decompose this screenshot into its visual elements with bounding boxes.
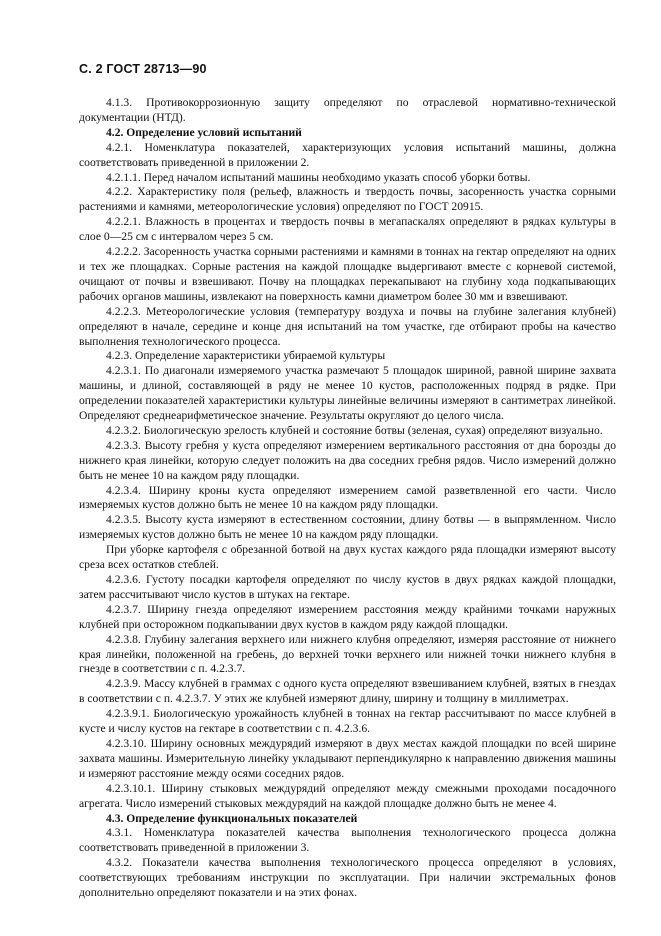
paragraph-4-2-2-2: 4.2.2.2. Засоренность участка сорными растениями и камнями в тоннах на гектар определяют на одних и тех же площадках. Сорные растения на каждой площадке выдергивают вместе с корневой системой, очищают от почвы и взвешивают. Почву на площадках перекапывают на глубину хода подкапывающих рабочих органов машины, извлекают на поверхность камни диаметром более 30 мм и взвешивают.: [79, 245, 616, 303]
paragraph-4-2-3-2: 4.2.3.2. Биологическую зрелость клубней и состояние ботвы (зеленая, сухая) определяют визуально.: [106, 423, 603, 437]
paragraph-4-2-3-6: 4.2.3.6. Густоту посадки картофеля определяют по числу кустов в двух рядках каждой площадки, затем рассчитывают число кустов в штуках на гектаре.: [79, 573, 616, 601]
paragraph-4-2-3-10-1: 4.2.3.10.1. Ширину стыковых междурядий определяют между смежными проходами посадочного агрегата. Число измерений стыковых междурядий на каждой площадке должно быть не менее 4.: [79, 781, 616, 810]
paragraph-4-2-3: 4.2.3. Определение характеристики убираемой культуры: [106, 349, 386, 363]
paragraph-4-2-2: 4.2.2. Характеристику поля (рельеф, влажность и твердость почвы, засоренность участка сорными растениями и камнями, метеорологические условия) определяют по ГОСТ 20915.: [79, 185, 616, 214]
paragraph-4-2-2-1: 4.2.2.1. Влажность в процентах и твердость почвы в мегапаскалях определяют в рядках культуры в слое 0—25 см с интервалом через 5 см.: [79, 215, 616, 244]
page-header: С. 2 ГОСТ 28713—90: [79, 62, 207, 76]
paragraph-4-2-3-5-note: При уборке картофеля с обрезанной ботвой на двух кустах каждого ряда площадки измеряют высоту среза всех остатков стеблей.: [79, 543, 616, 572]
paragraph-4-2-3-5: 4.2.3.5. Высоту куста измеряют в естественном состоянии, длину ботвы — в выпрямленном. Число измеряемых кустов должно быть не менее 10 на каждом ряду площадки.: [79, 513, 616, 542]
paragraph-4-2-1: 4.2.1. Номенклатура показателей, характеризующих условия испытаний машины, должна соответствовать приведенной в приложении 2.: [79, 140, 616, 169]
paragraph-4-2-3-3: 4.2.3.3. Высоту гребня у куста определяют измерением вертикального расстояния от дна борозды до нижнего края линейки, которую следует положить на два соседних гребня рядов. Число измерений должно быть не менее 10 на каждом ряду площадки.: [79, 438, 616, 482]
paragraph-4-2-3-9: 4.2.3.9. Массу клубней в граммах с одного куста определяют взвешиванием клубней, взятых в гнездах в соответствии с п. 4.2.3.7. У этих же клубней измеряют длину, ширину и толщину в миллиметрах.: [79, 677, 616, 706]
paragraph-4-2-3-7: 4.2.3.7. Ширину гнезда определяют измерением расстояния между крайними точками наружных клубней при осторожном подкапывании двух кустов в каждом ряду каждой площадки.: [79, 602, 616, 631]
paragraph-4-2-2-3: 4.2.2.3. Метеорологические условия (температуру воздуха и почвы на глубине залегания клубней) определяют в начале, середине и конце дня испытаний на том участке, где отбирают пробы на качество выполнения технологического процесса.: [79, 304, 616, 348]
paragraph-4-2-1-1: 4.2.1.1. Перед началом испытаний машины необходимо указать способ уборки ботвы.: [106, 170, 531, 184]
paragraph-4-2-3-4: 4.2.3.4. Ширину кроны куста определяют измерением самой разветвленной его части. Число измеряемых кустов должно быть не менее 10 на каждом ряду площадки.: [79, 483, 616, 512]
paragraph-4-2-3-8: 4.2.3.8. Глубину залегания верхнего или нижнего клубня определяют, измеряя расстояние от нижнего края линейки, положенной на гребень, до верхней точки верхнего или нижней точки нижнего клубня в гнезде в соответствии с п. 4.2.3.7.: [79, 632, 616, 676]
paragraph-4-3-2: 4.3.2. Показатели качества выполнения технологического процесса определяют в условиях, соответствующих требованиям инструкции по эксплуатации. При наличии экстремальных фонов дополнительно определяют показатели и на этих фонах.: [79, 856, 616, 900]
section-heading-4-2: 4.2. Определение условий испытаний: [106, 125, 302, 139]
document-body: [79, 96, 616, 901]
paragraph-4-2-3-1: 4.2.3.1. По диагонали измеряемого участка размечают 5 площадок шириной, равной ширине захвата машины, и длиной, составляющей в ряду не менее 10 кустов, расположенных подряд в рядке. При определении показателей характеристики культуры линейные величины измеряют в сантиметрах линейкой. Определяют среднеарифметическое значение. Результаты округляют до целого числа.: [79, 364, 616, 423]
paragraph-4-1-3: 4.1.3. Противокоррозионную защиту определяют по отраслевой нормативно-технической документации (НТД).: [79, 96, 616, 124]
paragraph-4-2-3-9-1: 4.2.3.9.1. Биологическую урожайность клубней в тоннах на гектар рассчитывают по массе клубней в кусте и числу кустов на гектаре в соответствии с п. 4.2.3.6.: [79, 707, 616, 736]
paragraph-4-2-3-10: 4.2.3.10. Ширину основных междурядий измеряют в двух местах каждой площадки по всей ширине захвата машины. Измерительную линейку укладывают перпендикулярно к направлению движения машины и измеряют расстояние между осями соседних рядов.: [79, 736, 616, 780]
section-heading-4-3: 4.3. Определение функциональных показателей: [106, 811, 358, 825]
paragraph-4-3-1: 4.3.1. Номенклатура показателей качества выполнения технологического процесса должна соответствовать приведенной в приложении 3.: [79, 826, 616, 855]
